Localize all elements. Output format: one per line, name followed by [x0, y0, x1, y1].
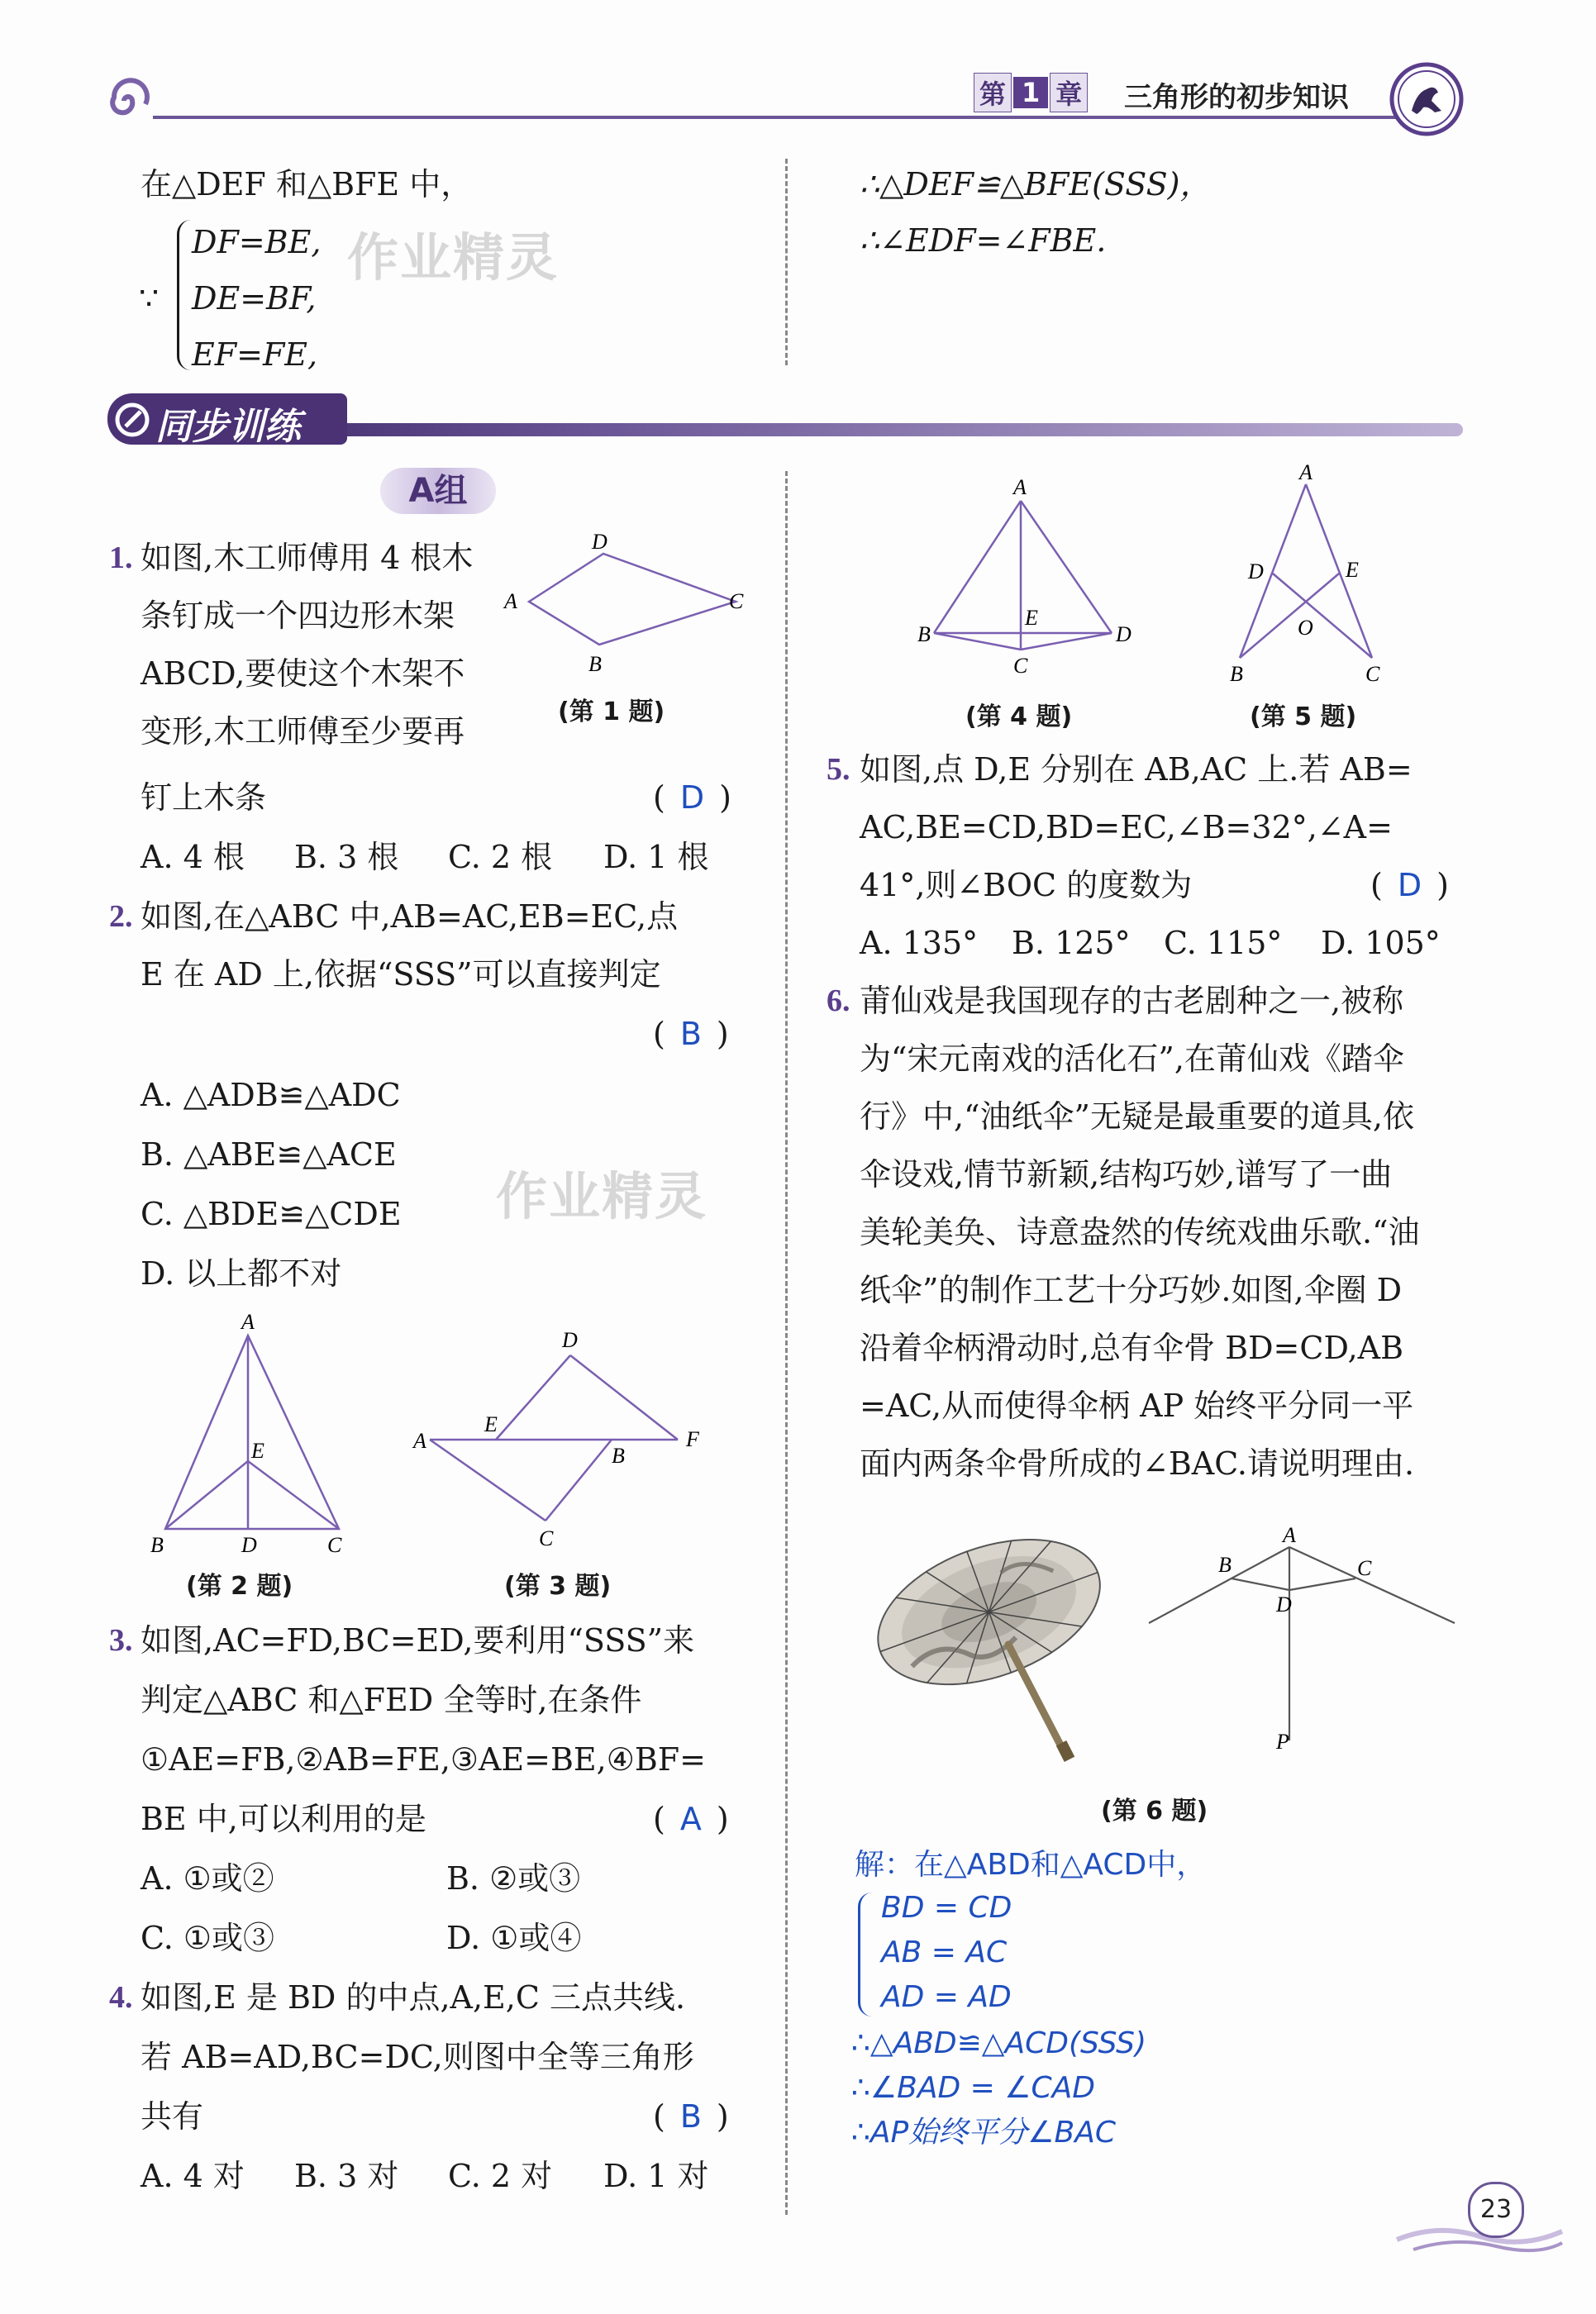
q4-option-d: D. 1 对 [603, 2158, 709, 2194]
q5-label-a: A [1299, 461, 1313, 484]
group-label [380, 468, 496, 514]
q2-caption: (第 2 题) [186, 1572, 293, 1601]
q1-option-b: B. 3 根 [294, 839, 399, 875]
q6-label-b: B [1218, 1553, 1232, 1577]
q4-answer-bracket: ( B ) [653, 2098, 729, 2135]
banner-bar [223, 423, 1463, 436]
q4-label-b: B [917, 622, 931, 646]
q6-line-8: =AC,从而使得伞柄 AP 始终平分同一平 [860, 1388, 1414, 1424]
q1-line-3: ABCD,要使这个木架不 [141, 655, 465, 692]
q3-caption: (第 3 题) [504, 1572, 612, 1601]
q2-figure [141, 1312, 364, 1560]
q4-segment-dc [1021, 633, 1112, 650]
horse-emblem-icon [1387, 60, 1466, 139]
q6-line-3: 行》中,“油纸伞”无疑是最重要的道具,依 [860, 1098, 1415, 1135]
q2-line-1: 如图,在△ABC 中,AB=AC,EB=EC,点 [141, 898, 679, 935]
q1-line-4: 变形,木工师傅至少要再 [141, 713, 465, 750]
proof-cond-2: DE=BF, [192, 280, 317, 317]
q1-label-b: B [588, 652, 602, 676]
q1-line-1: 如图,木工师傅用 4 根木 [141, 540, 474, 576]
q4-figure [909, 474, 1141, 689]
chapter-badge [974, 74, 1088, 111]
q6-line-7: 沿着伞柄滑动时,总有伞骨 BD=CD,AB [860, 1330, 1404, 1366]
q6-line-9: 面内两条伞骨所成的∠BAC.请说明理由. [860, 1445, 1415, 1482]
q6-label-c: C [1357, 1556, 1372, 1580]
q3-label-c: C [539, 1526, 554, 1550]
q3-segment-ac [430, 1440, 545, 1521]
q1-option-c: C. 2 根 [448, 839, 553, 875]
q4-label-d: D [1116, 622, 1131, 646]
q2-label-b: B [150, 1533, 164, 1557]
q1-option-d: D. 1 根 [603, 839, 709, 875]
q5-segment-ac [1306, 484, 1372, 658]
q5-caption: (第 5 题) [1250, 702, 1357, 731]
q3-line-1: 如图,AC=FD,BC=ED,要利用“SSS”来 [141, 1622, 695, 1659]
q2-option-b: B. △ABE≌△ACE [141, 1136, 397, 1173]
watermark-top: 作业精灵 [347, 227, 560, 288]
q5-option-a: A. 135° [860, 925, 979, 961]
q2-option-d: D. 以上都不对 [141, 1255, 342, 1292]
q6-caption: (第 6 题) [1101, 1797, 1208, 1826]
q6-solution-concl-3: ∴AP始终平分∠BAC [851, 2116, 1116, 2150]
q1-number: 1. [109, 540, 133, 575]
q2-label-a: A [241, 1312, 255, 1334]
q5-label-e: E [1346, 558, 1359, 582]
q6-solution-cond-2: AB = AC [881, 1935, 1008, 1969]
q5-option-d: D. 105° [1321, 925, 1441, 961]
q4-segment-bc [934, 633, 1021, 650]
q5-option-b: B. 125° [1012, 925, 1131, 961]
q3-label-f: F [686, 1427, 699, 1451]
q6-solution-concl-2: ∴∠BAD = ∠CAD [851, 2071, 1096, 2105]
q5-label-c: C [1365, 662, 1380, 686]
q1-quadrilateral [529, 554, 736, 645]
proof-brace [177, 220, 191, 370]
q2-number: 2. [109, 899, 133, 934]
q2-answer-bracket: ( B ) [653, 1016, 729, 1052]
q1-label-d: D [592, 530, 607, 554]
q1-answer-bracket: ( D ) [653, 779, 731, 816]
q6-solution-cond-1: BD = CD [881, 1891, 1012, 1925]
footer-decoration [1389, 2182, 1570, 2256]
q3-line-4: BE 中,可以利用的是 [141, 1801, 426, 1837]
q4-caption: (第 4 题) [965, 702, 1073, 731]
q3-segment-ed [496, 1355, 570, 1440]
section-banner [107, 393, 1463, 448]
q3-label-a: A [413, 1429, 426, 1453]
q5-line-2: AC,BE=CD,BD=EC,∠B=32°,∠A= [860, 809, 1393, 845]
q3-option-b: B. ②或③ [446, 1860, 581, 1897]
q4-line-1: 如图,E 是 BD 的中点,A,E,C 三点共线. [141, 1979, 686, 2016]
q1-label-c: C [729, 589, 744, 613]
pencil-icon [114, 402, 150, 438]
q6-figure [1141, 1524, 1463, 1755]
q5-figure [1215, 461, 1405, 693]
q1-option-a: A. 4 根 [141, 839, 245, 875]
proof-cond-3: EF=FE, [192, 336, 318, 373]
q3-line-3: ①AE=FB,②AB=FE,③AE=BE,④BF= [141, 1741, 706, 1778]
q2-line-2: E 在 AD 上,依据“SSS”可以直接判定 [141, 956, 661, 993]
q3-option-d: D. ①或④ [446, 1920, 582, 1956]
q2-label-c: C [327, 1533, 342, 1557]
q5-segment-be [1240, 574, 1339, 658]
header [0, 0, 1596, 132]
q6-label-a: A [1283, 1524, 1296, 1547]
q4-answer: B [679, 2098, 702, 2135]
q4-line-3: 共有 [141, 2098, 204, 2135]
q5-segment-cd [1273, 574, 1372, 658]
q1-line-5: 钉上木条 [141, 779, 267, 816]
q5-answer-bracket: ( D ) [1370, 867, 1449, 903]
q1-answer: D [679, 779, 705, 816]
q3-figure [405, 1322, 719, 1554]
q3-segment-cb [545, 1440, 612, 1521]
q6-line-5: 美轮美奂、诗意盎然的传统戏曲乐歌.“油 [860, 1214, 1420, 1250]
swirl-logo-icon [99, 76, 157, 126]
header-rule [153, 116, 1426, 119]
q6-solution-brace [858, 1893, 872, 2016]
q3-answer-bracket: ( A ) [653, 1801, 729, 1837]
q1-figure [496, 529, 760, 694]
q2-triangle [165, 1336, 339, 1529]
q4-line-2: 若 AB=AD,BC=DC,则图中全等三角形 [141, 2039, 694, 2075]
q1-label-a: A [504, 589, 517, 613]
q3-line-2: 判定△ABC 和△FED 全等时,在条件 [141, 1682, 642, 1718]
q6-strut-bd [1232, 1578, 1289, 1590]
chapter-title: 三角形的初步知识 [1124, 81, 1349, 114]
q4-option-a: A. 4 对 [141, 2158, 245, 2194]
q4-option-b: B. 3 对 [294, 2158, 399, 2194]
q6-solution-cond-3: AD = AD [881, 1980, 1012, 2014]
q2-option-a: A. △ADB≌△ADC [141, 1077, 401, 1113]
q3-label-e: E [484, 1412, 498, 1436]
q4-label-a: A [1013, 475, 1027, 499]
q3-option-c: C. ①或③ [141, 1920, 274, 1956]
group-label-text: A组 [408, 472, 468, 510]
q6-number: 6. [827, 983, 850, 1018]
q5-option-c: C. 115° [1164, 925, 1283, 961]
q2-segment-ce [248, 1461, 339, 1529]
proof-concl-1: ∴△DEF≌△BFE(SSS)， [860, 166, 1212, 202]
q4-label-e: E [1025, 606, 1038, 630]
proof-cond-1: DF=BE, [192, 224, 322, 260]
umbrella-photo [868, 1521, 1124, 1769]
q3-label-d: D [562, 1328, 578, 1352]
q5-line-1: 如图,点 D,E 分别在 AB,AC 上.若 AB= [860, 751, 1413, 788]
q4-option-c: C. 2 对 [448, 2158, 553, 2194]
section-title: 同步训练 [155, 406, 301, 448]
q6-solution-concl-1: ∴△ABD≌△ACD(SSS) [851, 2026, 1147, 2060]
q2-label-e: E [251, 1439, 264, 1463]
because-symbol: ∵ [139, 280, 160, 317]
q2-label-d: D [241, 1533, 257, 1557]
q6-line-6: 纸伞”的制作工艺十分巧妙.如图,伞圈 D [860, 1272, 1403, 1308]
q4-segment-ab [934, 501, 1021, 633]
q2-answer: B [679, 1016, 702, 1052]
q5-answer: D [1397, 867, 1422, 903]
q5-number: 5. [827, 752, 850, 787]
q3-number: 3. [109, 1623, 133, 1658]
watermark-mid: 作业精灵 [496, 1166, 708, 1226]
q6-line-4: 伞设戏,情节新颖,结构巧妙,谱写了一曲 [860, 1156, 1393, 1193]
q6-label-d: D [1276, 1593, 1292, 1616]
chapter-number: 1 [1013, 77, 1048, 108]
q3-answer: A [679, 1801, 702, 1837]
q3-label-b: B [612, 1444, 625, 1468]
chapter-prefix: 第 [974, 73, 1012, 112]
q5-line-3: 41°,则∠BOC 的度数为 [860, 867, 1193, 903]
q1-line-2: 条钉成一个四边形木架 [141, 598, 455, 634]
proof-intro: 在△DEF 和△BFE 中， [141, 166, 473, 202]
q6-line-2: 为“宋元南戏的活化石”,在莆仙戏《踏伞 [860, 1040, 1404, 1077]
q1-caption: (第 1 题) [558, 698, 665, 726]
q5-label-o: O [1298, 616, 1313, 640]
q3-segment-df [570, 1355, 678, 1440]
q6-label-p: P [1276, 1730, 1289, 1754]
q4-label-c: C [1013, 654, 1028, 678]
page-number: 23 [1479, 2195, 1513, 2224]
q6-solution-intro: 解：在△ABD和△ACD中， [855, 1848, 1207, 1882]
q6-strut-cd [1289, 1578, 1355, 1590]
column-divider-main [785, 471, 788, 2215]
q6-line-1: 莆仙戏是我国现存的古老剧种之一,被称 [860, 983, 1404, 1019]
column-divider-top [785, 159, 788, 365]
q3-option-a: A. ①或② [141, 1860, 274, 1897]
q5-label-d: D [1248, 559, 1264, 583]
q5-label-b: B [1230, 662, 1243, 686]
q4-number: 4. [109, 1980, 133, 2015]
chapter-suffix: 章 [1050, 73, 1088, 112]
q2-option-c: C. △BDE≌△CDE [141, 1196, 402, 1232]
page-number-circle [1468, 2182, 1524, 2238]
proof-concl-2: ∴∠EDF=∠FBE. [860, 222, 1107, 259]
q2-segment-be [165, 1461, 248, 1529]
